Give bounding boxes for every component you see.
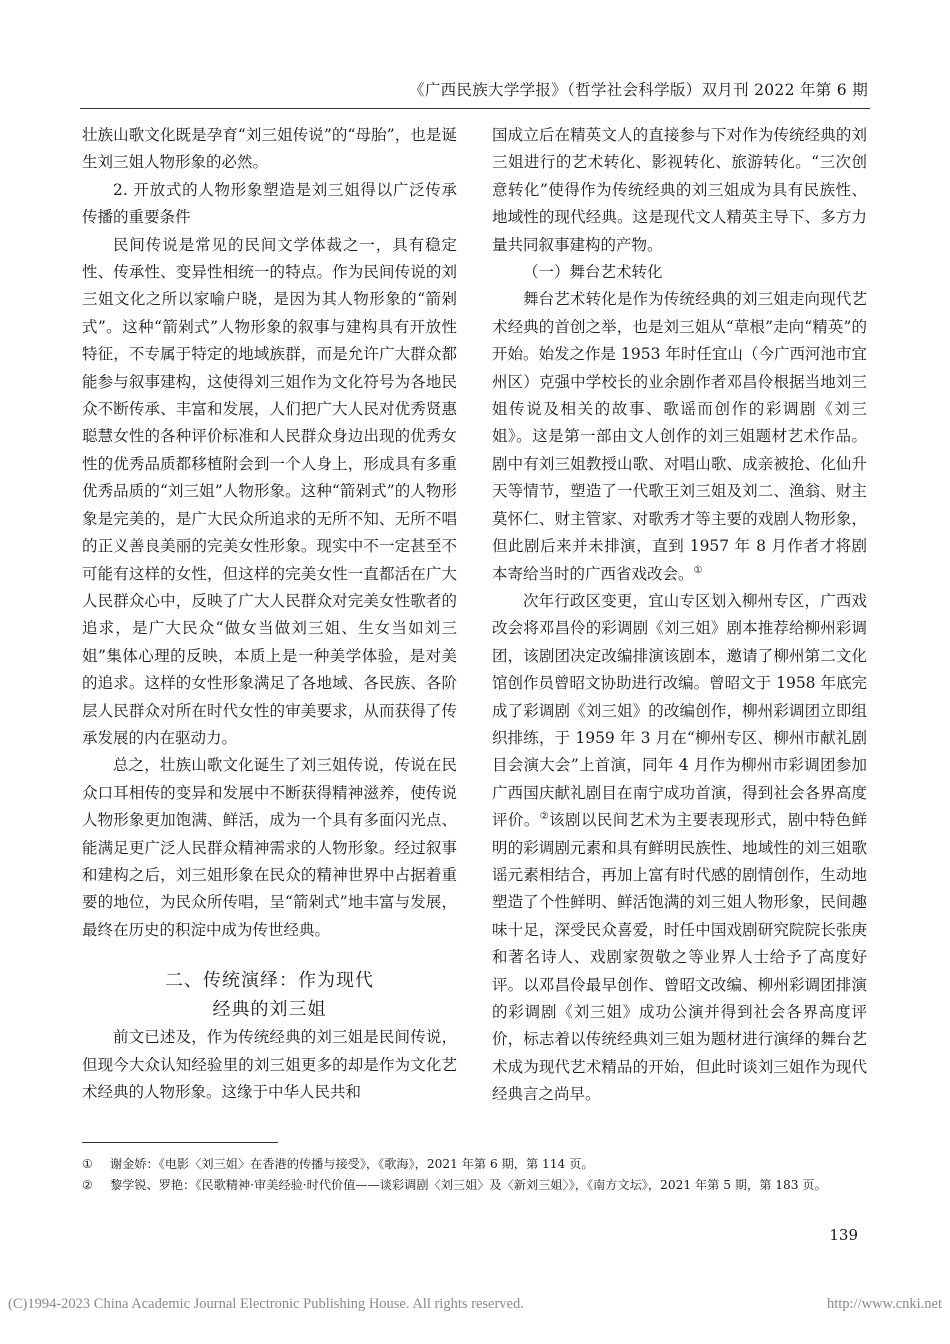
paragraph-text: 该剧以民间艺术为主要表现形式，剧中特色鲜明的彩调剧元素和具有鲜明民族性、地域性的刘三姐歌谣元素相结合，再加上富有时代感的剧情创作，生动地塑造了个性鲜明、鲜活饱满的刘三姐人物形象，民间趣味十足，深受民众喜爱，时任中国戏剧研究院院长张庚和著名诗人、戏剧家贺敬之等业界人士给予了高度好评。以邓昌伶最早创作、曾昭文改编、柳州彩调团排演的彩调剧《刘三姐》成功公演并得到社会各界高度评价，标志着以传统经典刘三姐为题材进行演绎的舞台艺术成为现代艺术精品的开始，但此时谈刘三姐作为现代经典言之尚早。: [492, 811, 867, 1104]
footnote-number: ②: [82, 1178, 93, 1192]
cnki-link[interactable]: http://www.cnki.net: [826, 1296, 942, 1312]
right-column: [492, 122, 867, 1109]
header-rule: [80, 108, 870, 109]
section-title: [82, 966, 457, 1024]
footnote: [82, 1175, 872, 1196]
paragraph: 壮族山歌文化既是孕育“刘三姐传说”的“母胎”，也是诞生刘三姐人物形象的必然。: [82, 126, 457, 172]
footnote-rule: [82, 1142, 278, 1143]
footnotes: [82, 1154, 872, 1196]
footnote-number: ①: [82, 1157, 93, 1171]
copyright-bar: [8, 1296, 942, 1313]
page-number: 139: [829, 1226, 858, 1244]
subheading: 2. 开放式的人物形象塑造是刘三姐得以广泛传承传播的重要条件: [82, 180, 457, 227]
subsection-title: （一）舞台艺术转化: [523, 263, 663, 282]
journal-header: 《广西民族大学学报》（哲学社会科学版）双月刊 2022 年第 6 期: [409, 81, 868, 99]
paragraph-text: 次年行政区变更，宜山专区划入柳州专区，广西戏改会将邓昌伶的彩调剧《刘三姐》剧本推荐给柳州彩调团，该剧团决定改编排演该剧本，邀请了柳州第二文化馆创作员曾昭文协助进行改编。曾昭文于 1958 年底完成了彩调剧《刘三姐》的改编创作，柳州彩调团立即组织排练，于 1959 年 3 月在“柳州专区、柳州市献礼剧目会演大会”上首演，同年 4 月作为柳州市彩调团参加广西国庆献礼剧目在南宁成功首演，得到社会各界高度评价。: [492, 591, 867, 830]
paragraph: 前文已述及，作为传统经典的刘三姐是民间传说，但现今大众认知经验里的刘三姐更多的却是作为文化艺术经典的人物形象。这缘于中华人民共和: [82, 1028, 457, 1101]
footnote: [82, 1154, 872, 1175]
left-column: [82, 122, 457, 1106]
section-title-line: 经典的刘三姐: [212, 999, 327, 1021]
paragraph: 总之，壮族山歌文化诞生了刘三姐传说，传说在民众口耳相传的变异和发展中不断获得精神滋养，使传说人物形象更加饱满、鲜活，成为一个具有多面闪光点、能满足更广泛人民群众精神需求的人物形象。经过叙事和建构之后，刘三姐形象在民众的精神世界中占据着重要的地位，为民众所传唱，呈“箭剁式”地丰富与发展，最终在历史的积淀中成为传世经典。: [82, 756, 457, 939]
footnote-ref[interactable]: ②: [539, 811, 550, 822]
paragraph-text: 舞台艺术转化是作为传统经典的刘三姐走向现代艺术经典的首创之举，也是刘三姐从“草根”走向“精英”的开始。始发之作是 1953 年时任宜山（今广西河池市宜州区）克强中学校长的业余剧作者邓昌伶根据当地刘三姐传说及相关的故事、歌谣而创作的彩调剧《刘三姐》。这是第一部由文人创作的刘三姐题材艺术作品。剧中有刘三姐教授山歌、对唱山歌、成亲被抢、化仙升天等情节，塑造了一代歌王刘三姐及刘二、渔翁、财主莫怀仁、财主管家、对歌秀才等主要的戏剧人物形象，但此剧后来并未排演，直到 1957 年 8 月作者才将剧本寄给当时的广西省戏改会。: [492, 290, 867, 583]
paragraph: 民间传说是常见的民间文学体裁之一，具有稳定性、传承性、变异性相统一的特点。作为民间传说的刘三姐文化之所以家喻户晓，是因为其人物形象的“箭剁式”。这种“箭剁式”人物形象的叙事与建构具有开放性特征，不专属于特定的地域族群，而是允许广大群众都能参与叙事建构，这使得刘三姐作为文化符号为各地民众不断传承、丰富和发展，人们把广大人民对优秀贤惠聪慧女性的各种评价标准和人民群众身边出现的优秀女性的优秀品质都移植附会到一个人身上，形成具有多重优秀品质的“刘三姐”人物形象。这种“箭剁式”的人物形象是完美的，是广大民众所追求的无所不知、无所不唱的正义善良美丽的完美女性形象。现实中不一定甚至不可能有这样的女性，但这样的完美女性一直都活在广大人民群众心中，反映了广大人民群众对完美女性歌者的追求，是广大民众“做女当做刘三姐、生女当如刘三姐”集体心理的反映，本质上是一种美学体验，是对美的追求。这样的女性形象满足了各地域、各民族、各阶层人民群众对所在时代女性的审美要求，从而获得了传承发展的内在驱动力。: [82, 235, 457, 747]
paragraph: [492, 286, 867, 587]
footnote-ref[interactable]: ①: [693, 564, 703, 576]
footnote-text: 黎学锐、罗艳：《民歌精神·审美经验·时代价值——谈彩调剧〈刘三姐〉及〈新刘三姐〉》，《南方文坛》，2021 年第 5 期，第 183 页。: [110, 1178, 827, 1192]
paragraph: 国成立后在精英文人的直接参与下对作为传统经典的刘三姐进行的艺术转化、影视转化、旅游转化。“三次创意转化”使得作为传统经典的刘三姐成为具有民族性、地域性的现代经典。这是现代文人精英主导下、多方力量共同叙事建构的产物。: [492, 126, 867, 254]
footnote-text: 谢金娇：《电影〈刘三姐〉在香港的传播与接受》，《歌海》，2021 年第 6 期，第 114 页。: [110, 1157, 594, 1171]
paragraph: [492, 588, 867, 1109]
copyright-notice: (C)1994-2023 China Academic Journal Electronic Publishing House. All rights reserved.: [8, 1296, 524, 1312]
section-title-line: 二、传统演绎：作为现代: [165, 970, 374, 992]
